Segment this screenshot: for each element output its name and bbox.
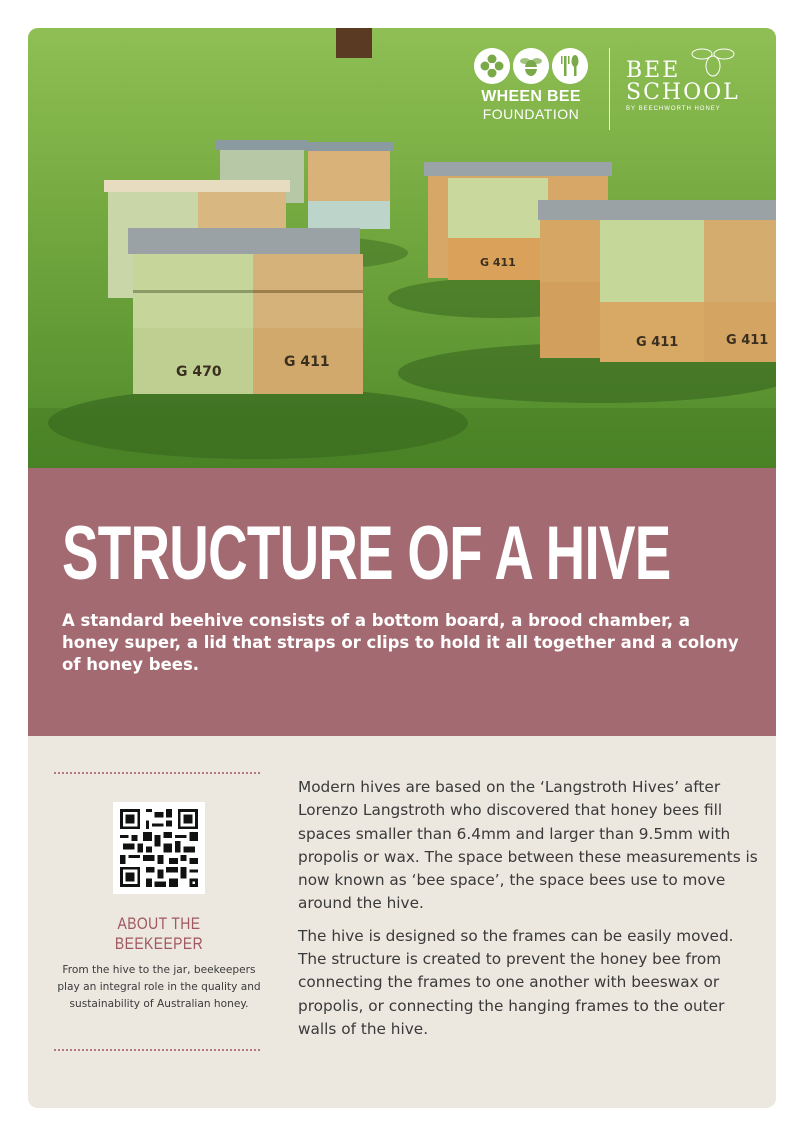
title-banner — [28, 468, 776, 736]
flower-icon — [474, 48, 510, 84]
bee-school-tagline: BY BEECHWORTH HONEY — [626, 106, 721, 112]
bee-school-logo — [626, 48, 754, 112]
partner-logos — [467, 48, 754, 130]
svg-text:G 411: G 411 — [480, 256, 516, 269]
cutlery-icon — [552, 48, 588, 84]
svg-text:G 411: G 411 — [284, 354, 330, 370]
main-text-column — [298, 776, 760, 1041]
page-title: STRUCTURE OF A HIVE — [62, 511, 671, 596]
body-paragraph-1: Modern hives are based on the ‘Langstroth Hives’ after Lorenzo Langstroth who discovered that honey bees fill spaces smaller than 6.4mm and larger than 9.5mm with propolis or wax. The space between these measurements is now known as ‘bee space’, the space bees use to move around the hive. — [298, 778, 758, 913]
logo-divider — [609, 48, 610, 130]
dotted-divider-bottom — [54, 1049, 260, 1051]
svg-text:G 470: G 470 — [176, 364, 222, 380]
bee-icon — [513, 48, 549, 84]
intro-text: A standard beehive consists of a bottom board, a brood chamber, a honey super, a lid that straps or clips to hold it all together and a colony of honey bees. — [62, 611, 739, 674]
svg-text:G 411: G 411 — [726, 333, 769, 348]
qr-code-icon[interactable] — [113, 802, 205, 894]
bee-school-line1: BEE — [626, 58, 681, 83]
foundation-name-line1: WHEEN BEE — [481, 88, 581, 105]
content-area — [28, 736, 776, 1108]
about-beekeeper-heading: ABOUT THE BEEKEEPER — [114, 914, 204, 953]
body-paragraph-2: The hive is designed so the frames can be easily moved. The structure is created to prevent the honey bee from connecting the frames to one another with beeswax or propolis, or connecting the hanging frames to the outer walls of the hive. — [298, 926, 734, 1038]
about-beekeeper-text: From the hive to the jar, beekeepers play an integral role in the quality and sustainability of Australian honey. — [57, 964, 261, 1010]
foundation-name-line2: FOUNDATION — [482, 106, 580, 122]
beehives-photo — [28, 28, 776, 468]
hive-front-left — [128, 228, 363, 394]
wheen-bee-foundation-logo — [467, 48, 595, 122]
svg-text:G 411: G 411 — [636, 335, 679, 350]
dotted-divider-top — [54, 772, 260, 774]
bee-outline-icon — [688, 42, 738, 82]
info-sheet-card — [28, 28, 776, 1108]
bee-school-line2: SCHOOL — [626, 80, 740, 105]
sidebar-about-beekeeper — [54, 772, 264, 1051]
